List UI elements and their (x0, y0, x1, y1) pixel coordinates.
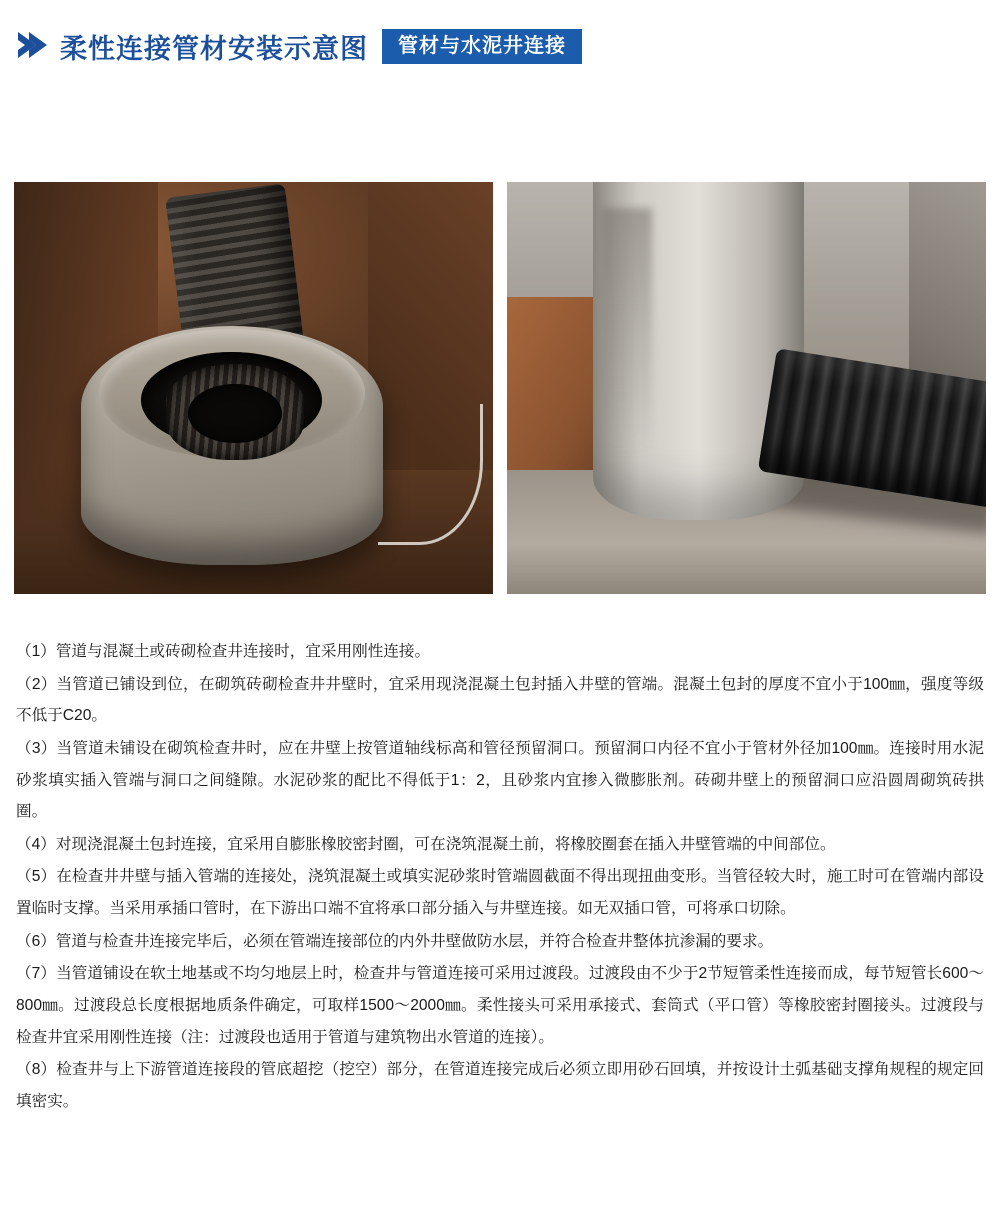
paragraph-4: （4）对现浇混凝土包封连接，宜采用自膨胀橡胶密封圈，可在浇筑混凝土前，将橡胶圈套在插入井壁管端的中间部位。 (16, 835, 836, 853)
specification-text (16, 636, 984, 1119)
photo-manhole-trench (14, 182, 493, 594)
paragraph-7: （7）当管道铺设在软土地基或不均匀地层上时，检查井与管道连接可采用过渡段。过渡段由不少于2节短管柔性连接而成，每节短管长600～800㎜。过渡段总长度根据地质条件确定，可取样1500～2000㎜。柔性接头可采用承接式、套筒式（平口管）等橡胶密封圈接头。过渡段与检查井宜采用刚性连接（注：过渡段也适用于管道与建筑物出水管道的连接）。 (16, 965, 984, 1046)
chevron-right-icon (16, 28, 50, 62)
soil-left-bank (507, 297, 593, 495)
manhole-outer-ring (81, 326, 383, 565)
paragraph-3: （3）当管道未铺设在砌筑检查井时，应在井壁上按管道轴线标高和管径预留洞口。预留洞口内径不宜小于管材外径加100㎜。连接时用水泥砂浆填实插入管端与洞口之间缝隙。水泥砂浆的配比不得低于1：2，且砂浆内宜掺入微膨胀剂。砖砌井壁上的预留洞口应沿圆周砌筑砖拱圈。 (16, 739, 984, 821)
inserted-pipe-end (166, 364, 305, 460)
paragraph-1: （1）管道与混凝土或砖砌检查井连接时，宜采用刚性连接。 (16, 643, 431, 660)
page-subtitle-badge: 管材与水泥井连接 (382, 29, 582, 64)
paragraph-2: （2）当管道已铺设到位，在砌筑砖砌检查井井壁时，宜采用现浇混凝土包封插入井壁的管端。混凝土包封的厚度不宜小于100㎜，强度等级不低于C20。 (16, 675, 984, 725)
paragraph-6: （6）管道与检查井连接完毕后，必须在管端连接部位的内外井壁做防水层，并符合检查井整体抗渗漏的要求。 (16, 932, 774, 950)
page-title: 柔性连接管材安装示意图 (60, 33, 368, 64)
photo-gallery (14, 182, 986, 594)
paragraph-8: （8）检查井与上下游管道连接段的管底超挖（挖空）部分，在管道连接完成后必须立即用砂石回填，并按设计土弧基础支撑角规程的规定回填密实。 (16, 1061, 984, 1110)
photo-well-pipe-connection (507, 182, 986, 594)
paragraph-5: （5）在检查井井壁与插入管端的连接处，浇筑混凝土或填实泥砂浆时管端圆截面不得出现扭曲变形。当管径较大时，施工时可在管端内部设置临时支撑。当采用承插口管时，在下游出口端不宜将承口部分插入与井壁连接。如无双插口管，可将承口切除。 (16, 868, 984, 918)
well-surface-stain (602, 208, 653, 456)
page-header (0, 0, 1000, 70)
